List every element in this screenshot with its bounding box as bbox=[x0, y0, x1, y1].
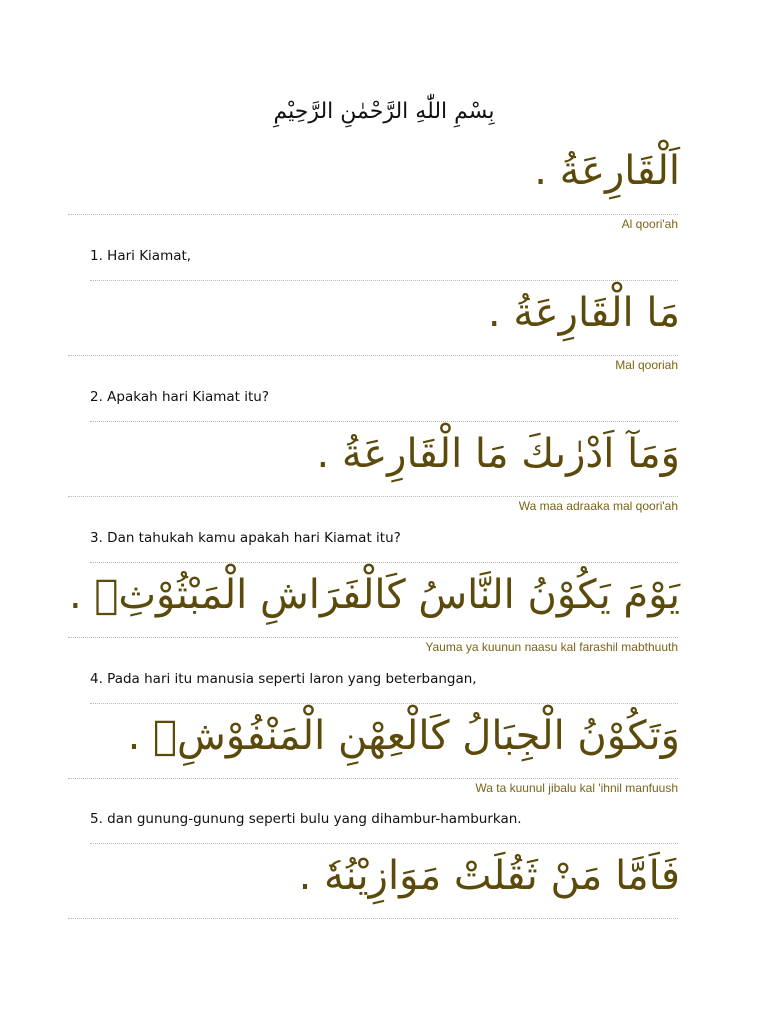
verse-6-rule bbox=[68, 918, 678, 919]
verse-3-transliteration: Wa maa adraaka mal qoori'ah bbox=[518, 499, 678, 513]
verse-5-top-rule bbox=[90, 703, 678, 704]
verse-4-top-rule bbox=[90, 562, 678, 563]
verse-1-rule bbox=[68, 214, 678, 215]
verse-1-arabic: اَلْقَارِعَةُ . bbox=[534, 148, 680, 194]
verse-3-arabic: وَمَآ اَدْرٰىكَ مَا الْقَارِعَةُ . bbox=[316, 431, 680, 477]
verse-3-translation: 3. Dan tahukah kamu apakah hari Kiamat itu? bbox=[90, 530, 401, 546]
verse-2-transliteration: Mal qooriah bbox=[615, 358, 678, 372]
verse-5-rule bbox=[68, 778, 678, 779]
verse-2-rule bbox=[68, 355, 678, 356]
verse-3-rule bbox=[68, 496, 678, 497]
verse-6-arabic: فَاَمَّا مَنْ ثَقُلَتْ مَوَازِيْنُهٗ . bbox=[298, 853, 680, 899]
verse-1-translation: 1. Hari Kiamat, bbox=[90, 248, 192, 264]
basmala-heading: بِسْمِ اللّٰهِ الرَّحْمٰنِ الرَّحِيْمِ bbox=[273, 99, 495, 124]
verse-2-arabic: مَا الْقَارِعَةُ . bbox=[487, 290, 680, 336]
verse-4-rule bbox=[68, 637, 678, 638]
verse-4-transliteration: Yauma ya kuunun naasu kal farashil mabthuuth bbox=[425, 640, 678, 654]
verse-5-transliteration: Wa ta kuunul jibalu kal 'ihnil manfuush bbox=[475, 781, 678, 795]
verse-4-arabic: يَوْمَ يَكُوْنُ النَّاسُ كَالْفَرَاشِ الْمَبْثُوْثِۙ . bbox=[68, 572, 680, 618]
verse-3-top-rule bbox=[90, 421, 678, 422]
verse-5-translation: 5. dan gunung-gunung seperti bulu yang dihambur-hamburkan. bbox=[90, 811, 522, 827]
verse-5-arabic: وَتَكُوْنُ الْجِبَالُ كَالْعِهْنِ الْمَنْفُوْشِۗ . bbox=[127, 713, 680, 759]
verse-2-translation: 2. Apakah hari Kiamat itu? bbox=[90, 389, 270, 405]
verse-2-top-rule bbox=[90, 280, 678, 281]
verse-6-top-rule bbox=[90, 843, 678, 844]
verse-1-transliteration: Al qoori'ah bbox=[621, 217, 678, 231]
verse-4-translation: 4. Pada hari itu manusia seperti laron yang beterbangan, bbox=[90, 671, 477, 687]
